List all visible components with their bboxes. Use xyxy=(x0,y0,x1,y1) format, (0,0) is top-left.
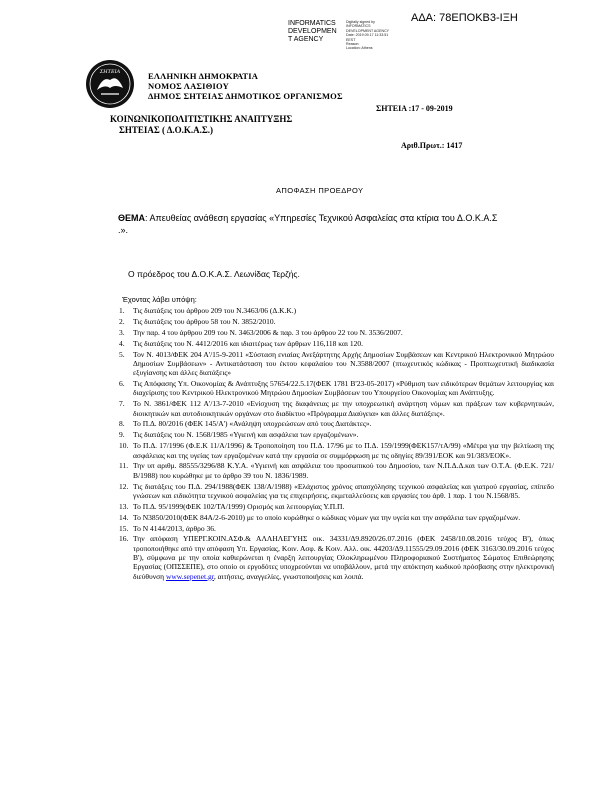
list-item xyxy=(119,482,554,501)
list-item xyxy=(119,502,554,511)
municipality-name: ΔΗΜΟΣ ΣΗΤΕΙΑΣ ΔΗΜΟΤΙΚΟΣ ΟΡΓΑΝΙΣΜΟΣ xyxy=(148,91,343,101)
item-number: 6. xyxy=(119,379,125,389)
item-text: Το Π.Δ. 80/2016 (ΦΕΚ 145/Α') «Ανάληψη υποχρεώσεων από τους Διατάκτες». xyxy=(133,419,372,429)
item-number: 5. xyxy=(119,349,125,359)
protocol-number: Αριθ.Πρωτ.: 1417 xyxy=(401,141,463,150)
list-item xyxy=(119,461,554,480)
item-text: Τις διατάξεις του Π.Δ. 294/1988(ΦΕΚ 138/Α/1988) «Ελάχιστος χρόνος απασχόλησης τεχνικού ασφαλείας και γιατρού εργασίας, επίπεδο γνώσεων και ειδικότητα τεχνικού ασφαλείας για τις επιχειρήσεις, εκμεταλλεύσεις και εργασίες του άρθ. 1 παρ. 1 του Ν.1568/85. xyxy=(133,481,554,500)
digital-signature-stamp xyxy=(288,20,337,44)
subject-paragraph xyxy=(118,212,508,236)
considerations-intro: Έχοντας λάβει υπόψη: xyxy=(122,295,197,304)
item-text: Το Π.Δ. 95/1999(ΦΕΚ 102/ΤΑ/1999) Ορισμός και λειτουργίας Υ.Π.Π. xyxy=(133,501,345,511)
item-text: Το Ν3850/2010(ΦΕΚ 84Α/2-6-2010) με το οποίο κυρώθηκε ο κώδικας νόμων για την υγεία και την ασφάλεια των εργαζομένων. xyxy=(133,512,521,522)
document-date: ΣΗΤΕΙΑ :17 - 09-2019 xyxy=(376,104,453,113)
organization-line: ΣΗΤΕΙΑΣ ( Δ.Ο.Κ.Α.Σ.) xyxy=(119,125,214,135)
item-text: Τις διατάξεις του άρθρου 58 του Ν. 3852/2010. xyxy=(133,316,276,326)
list-item xyxy=(119,441,554,460)
list-item xyxy=(119,399,554,418)
stamp-line: T AGENCY xyxy=(288,36,324,43)
item-number: 9. xyxy=(119,430,125,440)
list-item xyxy=(119,379,554,398)
list-item xyxy=(119,350,554,378)
list-item xyxy=(119,328,554,337)
list-item xyxy=(119,306,554,315)
signature-detail-line: Location: Athens xyxy=(346,46,373,51)
signature-detail-line: Digitally signed by xyxy=(346,20,375,24)
list-item xyxy=(119,524,554,533)
item-text: Τις Απόφασης Υπ. Οικονομίας & Ανάπτυξης 57654/22.5.17(ΦΕΚ 1781 Β'23-05-2017) «Ρύθμιση των ειδικότερων θεμάτων λειτουργίας και διαχείρισης του Κεντρικού Ηλεκτρονικού Μητρώου Δημοσίων Συμβάσεων του Υπουργείου Οικονομίας και Ανάπτυξης. xyxy=(133,379,554,398)
prefecture-name: ΝΟΜΟΣ ΛΑΣΙΘΙΟΥ xyxy=(148,81,229,91)
president-line: Ο πρόεδρος του Δ.Ο.Κ.Α.Σ. Λεωνίδας Τερζής. xyxy=(128,269,300,279)
list-item xyxy=(119,430,554,439)
item-text: Την παρ. 4 του άρθρου 209 του Ν. 3463/2006 & παρ. 3 του άρθρου 22 του Ν. 3536/2007. xyxy=(133,327,403,337)
organization-name xyxy=(110,114,292,136)
item-number: 14. xyxy=(119,512,129,522)
item-text: Τις διατάξεις του άρθρου 209 του Ν.3463/06 (Δ.Κ.Κ.) xyxy=(133,306,297,315)
ada-code: ΑΔΑ: 78ΕΠΟΚΒ3-ΙΞΗ xyxy=(411,12,518,24)
letterhead xyxy=(148,71,343,101)
item-text: Το Π.Δ. 17/1996 (Φ.Ε.Κ 11/Α/1996) & Τροποποίηση του Π.Δ. 17/96 με το Π.Δ. 159/1999(ΦΕΚ157/τΑ/99) «Μέτρα για την βελτίωση της ασφάλειας και της υγείας των εργαζομένων κατά την εργασία σε συμμόρφωση με τις οδηγίες 89/391/ΕΟΚ και 91/383/ΕΟΚ». xyxy=(133,441,554,460)
item-number: 11. xyxy=(119,461,129,471)
item-number: 12. xyxy=(119,481,129,491)
signature-detail-line: Reason: xyxy=(346,42,360,47)
item-number: 15. xyxy=(119,523,129,533)
signature-detail-line: INFORMATICS xyxy=(346,24,371,29)
item-text: , αιτήσεις, αναγγελίες, γνωστοποιήσεις και λοιπά. xyxy=(213,571,364,581)
item-number: 16. xyxy=(119,534,129,544)
municipality-seal-logo xyxy=(85,58,135,110)
page-title: ΑΠΟΦΑΣΗ ΠΡΟΕΔΡΟΥ xyxy=(276,186,364,195)
item-text: Τις διατάξεις του Ν. 4412/2016 και ιδιαιτέρως των άρθρων 116,118 και 120. xyxy=(133,338,363,348)
list-item xyxy=(119,534,554,580)
item-text: Την υπ αριθμ. 88555/3296/88 Κ.Υ.Α. «Υγιεινή και ασφάλεια του προσωπικού του Δημοσίου, των Ν.Π.Δ.Δ.και των Ο.Τ.Α. (Φ.Ε.Κ. 721/Β/1988) που κυρώθηκε με το άρθρο 39 του Ν. 1836/1989. xyxy=(133,461,554,480)
list-item xyxy=(119,317,554,326)
item-number: 13. xyxy=(119,501,129,511)
item-text: Τον Ν. 4013/ΦΕΚ 204 Α'/15-9-2011 «Σύσταση ενιαίας Ανεξάρτητης Αρχής Δημοσίων Συμβάσεων και Κεντρικού Ηλεκτρονικού Μητρώου Δημοσίων Συμβάσεων» - Αντικατάσταση του έκτου κεφαλαίου του Ν.3588/2007 (πτωχευτικός κώδικας - Προπτωχευτική διαδικασία εξυγίανσης και άλλες διατάξεις» xyxy=(133,349,554,378)
item-number: 10. xyxy=(119,441,129,451)
list-item xyxy=(119,419,554,428)
stamp-line: DEVELOPMEN xyxy=(288,28,337,35)
signature-detail-line: DEVELOPMENT AGENCY xyxy=(346,28,390,33)
organization-line: ΚΟΙΝΩΝΙΚΟΠΟΛΙΤΙΣΤΙΚΗΣ ΑΝΑΠΤΥΞΗΣ xyxy=(110,114,293,124)
item-text: Την απόφαση ΥΠΕΡΓ.ΚΟΙΝ.ΑΣΦ.& ΑΛΛΗΛΕΓΥΗΣ οικ. 34331/Δ9.8920/26.07.2016 (ΦΕΚ 2458/10.08.2016 τεύχος Β'), όπως τροποποιήθηκε από την απόφαση Υπ. Εργασίας, Κοιν. Ασφ. & Κοιν. Αλλ. οικ. 44203/Δ9.11555/29.09.2016 (ΦΕΚ 3163/30.09.2016 τεύχος Β'), σύμφωνα με την οποία καθιερώνεται η έναρξη λειτουργίας Ολοκληρωμένου Πληροφοριακού Συστήματος Σώματος Επιθεώρησης Εργασίας (ΟΠΣΣΕΠΕ), στο οποίο οι εργοδότες υποχρεούνται να υποβάλλουν, μετά την απόκτηση κωδικού πρόσβασης στην ηλεκτρονική διεύθυνση xyxy=(133,534,554,581)
country-name: ΕΛΛΗΝΙΚΗ ΔΗΜΟΚΡΑΤΙΑ xyxy=(148,71,259,81)
item-text: Το Ν 4144/2013, άρθρο 36. xyxy=(133,523,216,533)
subject-text: : Απευθείας ανάθεση εργασίας «Υπηρεσίες Τεχνικού Ασφαλείας στα κτίρια του Δ.Ο.Κ.Α.Σ .». xyxy=(118,213,498,235)
subject-label: ΘΕΜΑ xyxy=(118,213,145,223)
list-item xyxy=(119,513,554,522)
item-number: 7. xyxy=(119,399,125,409)
signature-detail-line: EEST xyxy=(346,37,356,42)
item-text: Τις διατάξεις του Ν. 1568/1985 «Υγιεινή και ασφάλεια των εργαζομένων». xyxy=(133,430,359,440)
item-number: 1. xyxy=(119,306,125,315)
considerations-list xyxy=(119,306,554,583)
stamp-line: INFORMATICS xyxy=(288,20,336,27)
signature-detail-line: Date: 2019.09.17 11:33:51 xyxy=(346,33,389,38)
signature-details xyxy=(346,20,389,51)
svg-text:ΣΗΤΕΙΑ: ΣΗΤΕΙΑ xyxy=(99,69,121,75)
sepenet-link[interactable]: www.sepenet.gr xyxy=(165,571,214,581)
item-number: 3. xyxy=(119,327,125,337)
item-number: 8. xyxy=(119,419,125,429)
item-number: 2. xyxy=(119,316,125,326)
list-item xyxy=(119,339,554,348)
item-text: Το Ν. 3861/ΦΕΚ 112 Α'/13-7-2010 «Ενίσχυση της διαφάνειας με την υποχρεωτική ανάρτηση νόμων και πράξεων των κυβερνητικών, διοικητικών και αυτοδιοικητικών οργάνων στο διαδίκτυο «Πρόγραμμα Διαύγεια» και άλλες διατάξεις». xyxy=(133,399,554,418)
item-number: 4. xyxy=(119,338,125,348)
